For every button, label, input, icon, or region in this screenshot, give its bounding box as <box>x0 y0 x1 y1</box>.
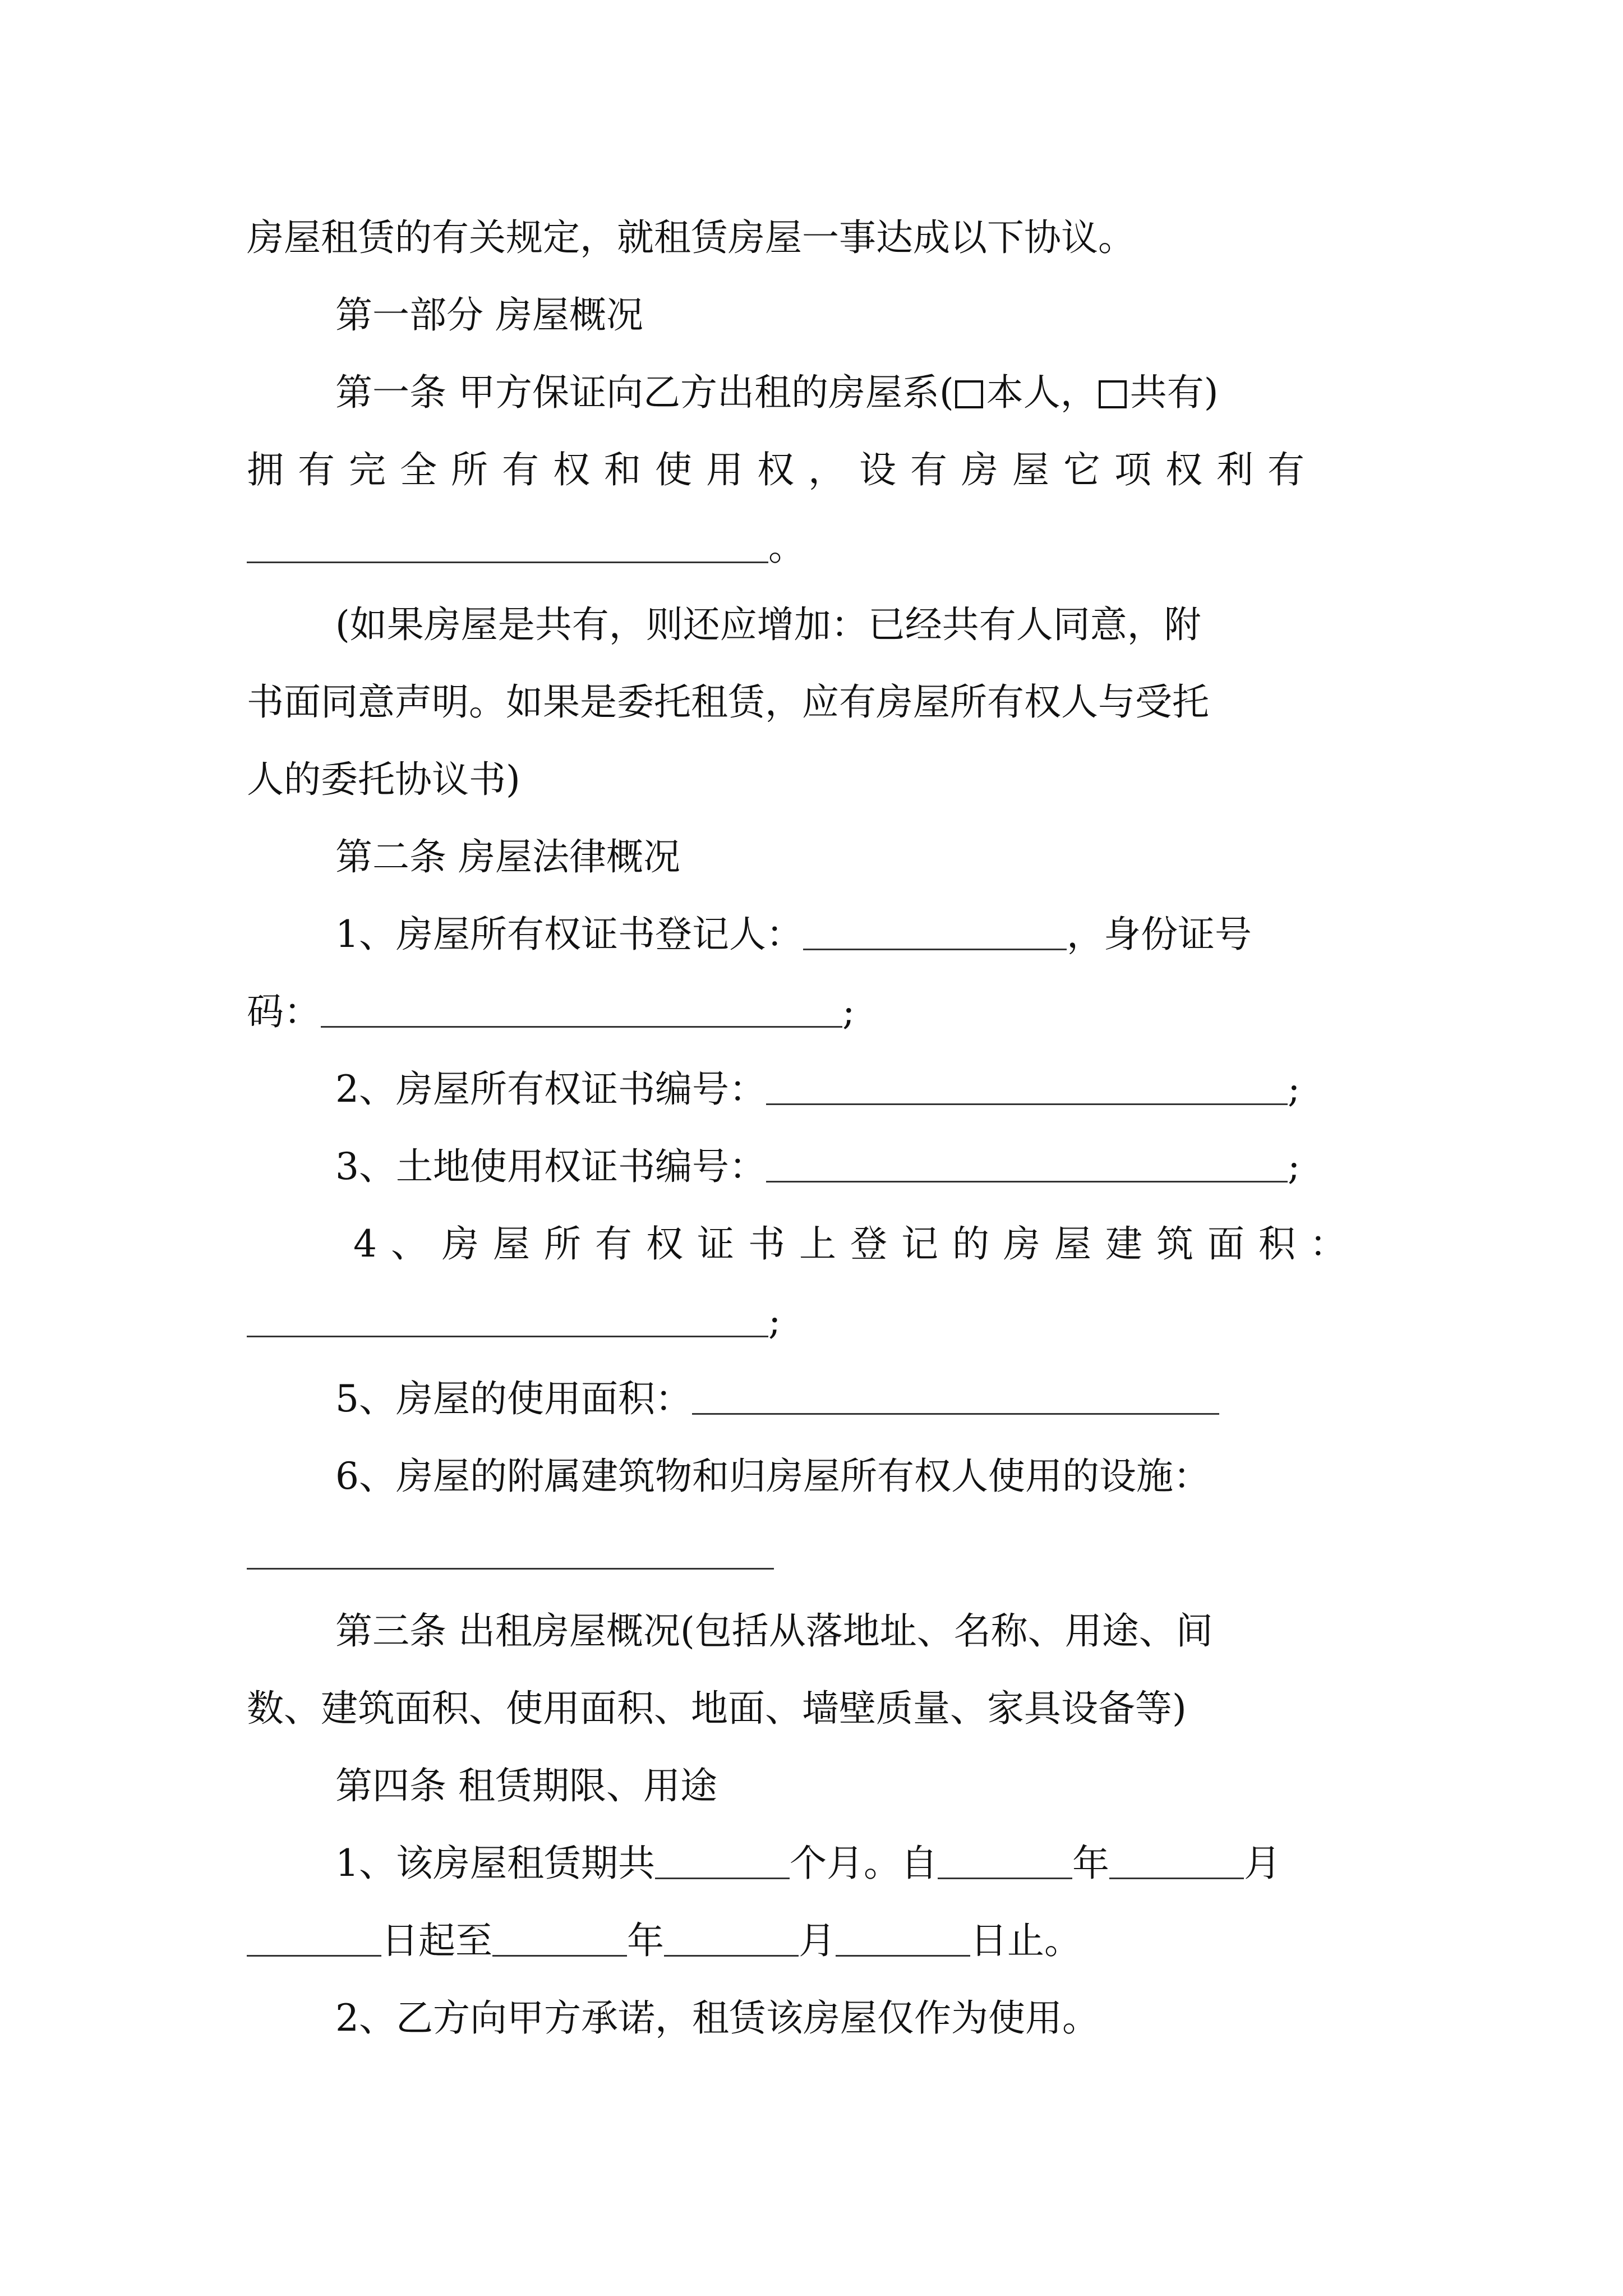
text-segment: 1、该房屋租赁期共 <box>335 1842 655 1885</box>
text-segment: 2、房屋所有权证书编号： <box>335 1068 766 1111</box>
item-1-id-number <box>247 984 855 1040</box>
text-segment: 第一部分 房屋概况 <box>335 293 643 337</box>
text-segment: 个月。自 <box>790 1842 938 1885</box>
text-segment: 1、房屋所有权证书登记人： <box>335 913 803 956</box>
text-segment: 码： <box>247 990 321 1033</box>
text-segment: 年 <box>1072 1842 1109 1885</box>
note-line-3 <box>247 752 520 808</box>
text-segment: 月 <box>799 1919 836 1962</box>
item-1-registrant <box>335 907 1252 963</box>
text-segment: ; <box>768 1300 781 1343</box>
blank-field[interactable] <box>247 1915 381 1957</box>
text-segment: ，身份证号 <box>1067 913 1252 956</box>
text-segment: 2、乙方向甲方承诺，租赁该房屋仅作为使用。 <box>335 1996 1099 2040</box>
text-segment: ; <box>842 990 855 1033</box>
blank-field[interactable] <box>1109 1837 1244 1879</box>
blank-field[interactable] <box>492 1915 627 1957</box>
lease-purpose-line <box>335 1990 1099 2046</box>
checkbox-icon[interactable] <box>955 380 983 408</box>
blank-field[interactable] <box>321 986 842 1028</box>
text-segment: 第四条 租赁期限、用途 <box>335 1764 717 1807</box>
item-6-facilities <box>335 1448 1210 1504</box>
blank-field[interactable] <box>664 1915 799 1957</box>
note-line-2 <box>247 674 1209 730</box>
checkbox-icon[interactable] <box>1099 380 1127 408</box>
article-one-line <box>335 365 1218 421</box>
text-segment: 第二条 房屋法律概况 <box>335 835 680 878</box>
section-heading-part-one <box>335 287 643 343</box>
item-5-usable-area <box>335 1371 1219 1427</box>
item-4-building-area <box>353 1216 1361 1272</box>
blank-field[interactable] <box>692 1373 1219 1415</box>
item-3-land-certificate <box>335 1139 1300 1195</box>
item-4-fill-line <box>247 1294 781 1350</box>
text-segment: 第一条 甲方保证向乙方出租的房屋系( <box>335 371 954 414</box>
lease-term-line-1 <box>335 1835 1281 1892</box>
text-segment: ; <box>1288 1145 1301 1188</box>
blank-field[interactable] <box>247 521 768 563</box>
text-segment: 数、建筑面积、使用面积、地面、墙壁质量、家具设备等) <box>247 1687 1187 1730</box>
text-segment: 人的委托协议书) <box>247 758 520 801</box>
blank-field[interactable] <box>803 908 1067 950</box>
text-segment: 拥有完全所有权和使用权，设有房屋它项权利有 <box>247 448 1318 491</box>
text-segment: 日起至 <box>381 1919 492 1962</box>
text-segment: 第三条 出租房屋概况(包括从落地址、名称、用途、间 <box>335 1609 1213 1653</box>
text-segment: 房屋租赁的有关规定，就租赁房屋一事达成以下协议。 <box>247 216 1135 259</box>
text-segment: 月 <box>1244 1842 1281 1885</box>
text-segment: 年 <box>627 1919 664 1962</box>
text-segment: 5、房屋的使用面积： <box>335 1377 692 1420</box>
text-segment: 共有) <box>1129 371 1219 414</box>
blank-field[interactable] <box>247 1295 768 1337</box>
text-segment: 3、土地使用权证书编号： <box>335 1145 766 1188</box>
text-segment: 6、房屋的附属建筑物和归房屋所有权人使用的设施： <box>335 1455 1210 1498</box>
article-four-heading <box>335 1758 717 1814</box>
article-two-heading <box>335 829 680 885</box>
item-2-certificate-number <box>335 1061 1300 1117</box>
blank-field[interactable] <box>836 1915 970 1957</box>
blank-field[interactable] <box>766 1063 1288 1105</box>
text-segment: 。 <box>768 526 805 569</box>
fill-line-other-rights <box>247 519 805 576</box>
blank-field[interactable] <box>247 1527 774 1570</box>
text-segment: 书面同意声明。如果是委托租赁，应有房屋所有权人与受托 <box>247 680 1209 724</box>
text-segment: 4、房屋所有权证书上登记的房屋建筑面积： <box>353 1222 1361 1266</box>
article-three-line-1 <box>335 1603 1213 1659</box>
lease-term-line-2 <box>247 1913 1081 1969</box>
note-line-1 <box>335 597 1201 653</box>
item-6-fill-line <box>247 1526 774 1582</box>
text-segment: 日止。 <box>970 1919 1081 1962</box>
paragraph-line-ownership <box>247 442 1318 498</box>
blank-field[interactable] <box>766 1140 1288 1182</box>
text-segment: (如果房屋是共有，则还应增加：已经共有人同意，附 <box>335 603 1201 646</box>
blank-field[interactable] <box>938 1837 1072 1879</box>
text-segment: 本人， <box>986 371 1098 414</box>
text-segment: ; <box>1288 1068 1301 1111</box>
blank-field[interactable] <box>655 1837 790 1879</box>
article-three-line-2 <box>247 1681 1187 1737</box>
paragraph-line-1 <box>247 210 1135 266</box>
